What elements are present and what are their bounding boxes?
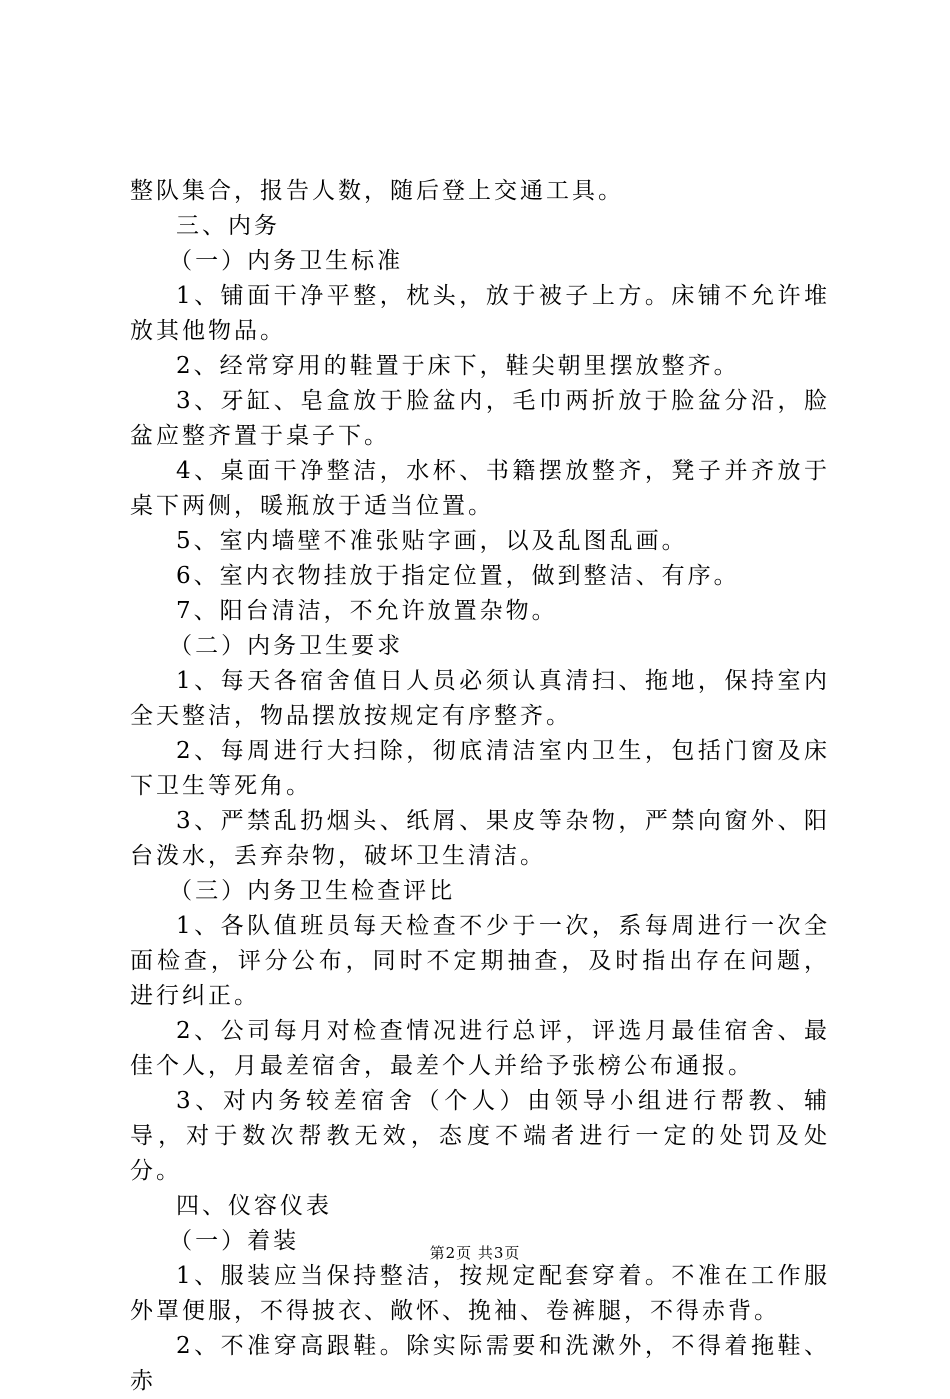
paragraph: 2、每周进行大扫除，彻底清洁室内卫生，包括门窗及床下卫生等死角。: [130, 738, 830, 799]
paragraph: 1、铺面干净平整，枕头，放于被子上方。床铺不允许堆放其他物品。: [130, 283, 830, 344]
paragraph: 7、阳台清洁，不允许放置杂物。: [176, 598, 558, 624]
paragraph: 6、室内衣物挂放于指定位置，做到整洁、有序。: [176, 563, 740, 589]
subsection-heading: （二）内务卫生要求: [169, 633, 404, 659]
section-heading: 三、内务: [176, 213, 280, 239]
paragraph: 3、严禁乱扔烟头、纸屑、果皮等杂物，严禁向窗外、阳台泼水，丢弃杂物，破坏卫生清洁。: [130, 808, 830, 869]
paragraph: 整队集合，报告人数，随后登上交通工具。: [130, 178, 624, 204]
paragraph: 2、经常穿用的鞋置于床下，鞋尖朝里摆放整齐。: [176, 353, 740, 379]
paragraph: 1、各队值班员每天检查不少于一次，系每周进行一次全面检查，评分公布，同时不定期抽查，及时指出存在问题，进行纠正。: [130, 913, 830, 1009]
paragraph: 1、每天各宿舍值日人员必须认真清扫、拖地，保持室内全天整洁，物品摆放按规定有序整齐。: [130, 668, 830, 729]
paragraph: 4、桌面干净整洁，水杯、书籍摆放整齐，凳子并齐放于桌下两侧，暖瓶放于适当位置。: [130, 458, 830, 519]
subsection-heading: （一）内务卫生标准: [169, 248, 404, 274]
paragraph: 3、牙缸、皂盒放于脸盆内，毛巾两折放于脸盆分沿，脸盆应整齐置于桌子下。: [130, 388, 830, 449]
paragraph: 1、服装应当保持整洁，按规定配套穿着。不准在工作服外罩便服，不得披衣、敞怀、挽袖、卷裤腿，不得赤背。: [130, 1263, 830, 1324]
subsection-heading: （一）着装: [169, 1228, 300, 1254]
paragraph: 3、对内务较差宿舍（个人）由领导小组进行帮教、辅导，对于数次帮教无效，态度不端者进行一定的处罚及处分。: [130, 1088, 830, 1184]
paragraph: 5、室内墙壁不准张贴字画，以及乱图乱画。: [176, 528, 688, 554]
subsection-heading: （三）内务卫生检查评比: [169, 878, 456, 904]
document-body: [130, 174, 830, 1399]
page-number-footer: 第2页 共3页: [429, 1244, 521, 1262]
paragraph: 2、不准穿高跟鞋。除实际需要和洗漱外，不得着拖鞋、赤: [130, 1333, 830, 1394]
paragraph: 2、公司每月对检查情况进行总评，评选月最佳宿舍、最佳个人，月最差宿舍，最差个人并给予张榜公布通报。: [130, 1018, 830, 1079]
section-heading: 四、仪容仪表: [176, 1193, 332, 1219]
